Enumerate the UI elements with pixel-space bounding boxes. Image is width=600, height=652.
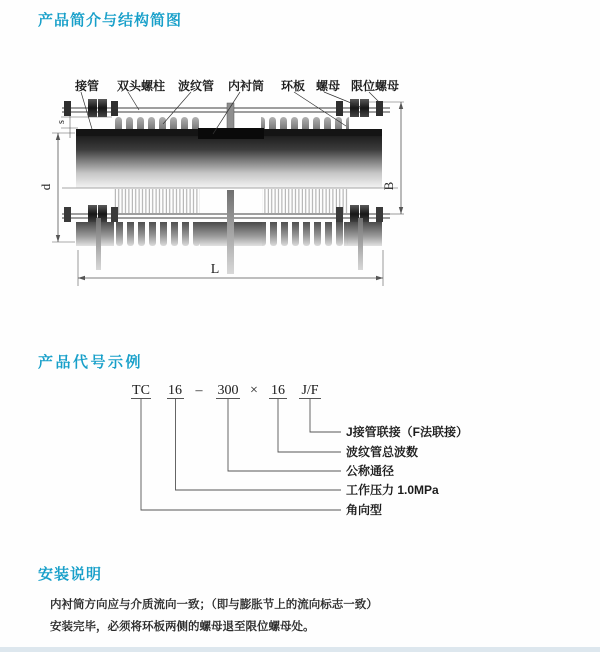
part-label-inner-liner: 内衬筒 bbox=[227, 79, 265, 93]
section-title-code: 产品代号示例 bbox=[38, 354, 144, 371]
code-segment-times: × bbox=[250, 383, 258, 398]
bellows-bottom-right bbox=[262, 222, 348, 248]
part-label-ring-plate: 环板 bbox=[280, 79, 306, 93]
part-label-nut: 螺母 bbox=[315, 79, 341, 93]
code-callout-pressure: 工作压力 1.0MPa bbox=[346, 483, 439, 497]
install-line-1: 内衬筒方向应与介质流向一致；（即与膨胀节上的流向标志一致） bbox=[50, 599, 378, 611]
post-center bbox=[227, 190, 234, 274]
code-segment-pressure: 16 bbox=[168, 383, 182, 398]
part-label-limit-nut: 限位螺母 bbox=[350, 79, 400, 93]
bellows-bottom-left bbox=[114, 222, 200, 248]
section-title-install: 安装说明 bbox=[38, 566, 103, 583]
code-segment-type: TC bbox=[132, 383, 150, 398]
code-connectors bbox=[141, 405, 341, 510]
section-lines-left bbox=[114, 189, 200, 213]
code-segment-dash: – bbox=[195, 383, 203, 398]
code-segment-waves: 16 bbox=[271, 383, 285, 398]
code-segment-diameter: 300 bbox=[217, 383, 239, 398]
page-title: 产品简介与结构简图 bbox=[38, 12, 183, 29]
page-bottom-edge bbox=[0, 647, 600, 652]
dim-label-l: L bbox=[210, 262, 220, 277]
structure-diagram bbox=[30, 60, 460, 300]
part-label-bellows: 波纹管 bbox=[177, 79, 215, 93]
post-left bbox=[96, 218, 101, 270]
code-diagram bbox=[100, 378, 500, 528]
code-segment-connection: J/F bbox=[301, 383, 319, 398]
inner-liner-band bbox=[198, 128, 264, 139]
part-label-stud: 双头螺柱 bbox=[116, 79, 166, 93]
dim-label-s: s bbox=[56, 120, 67, 124]
code-callout-waves: 波纹管总波数 bbox=[346, 445, 419, 459]
dim-label-d: d bbox=[38, 183, 53, 191]
dim-label-b: B bbox=[381, 181, 396, 191]
code-ticks bbox=[131, 399, 321, 406]
install-instructions bbox=[50, 594, 570, 638]
code-callout-diameter: 公称通径 bbox=[346, 464, 395, 478]
code-callout-connection: J接管联接（F法联接） bbox=[346, 425, 469, 439]
part-label-connecting-pipe: 接管 bbox=[74, 79, 100, 93]
post-right bbox=[358, 218, 363, 270]
section-lines-right bbox=[262, 189, 348, 213]
install-line-2: 安装完毕，必须将环板两侧的螺母退至限位螺母处。 bbox=[50, 621, 315, 633]
lower-block-left bbox=[76, 222, 114, 246]
code-callout-type: 角向型 bbox=[346, 503, 383, 517]
